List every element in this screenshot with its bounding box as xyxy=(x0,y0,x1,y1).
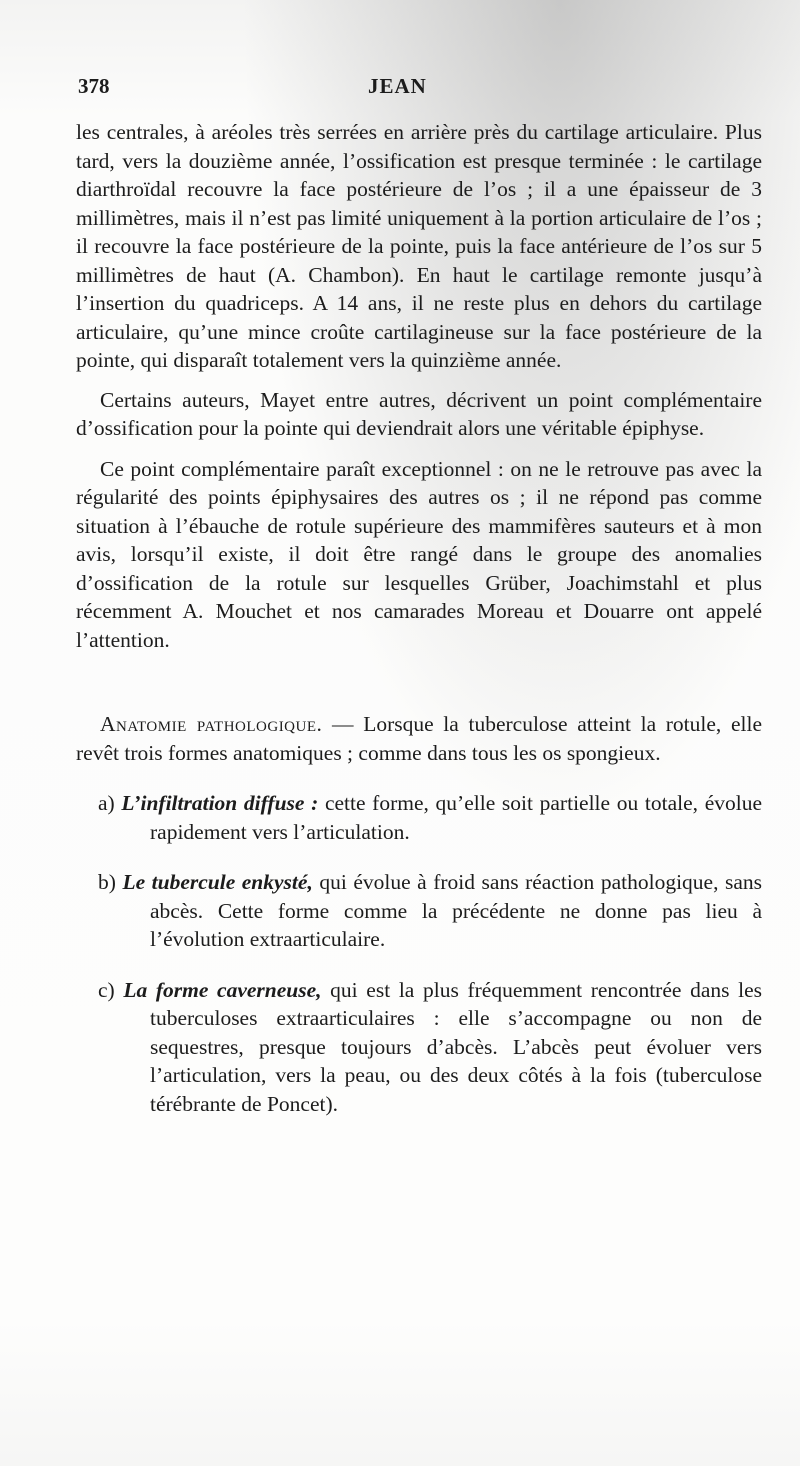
list-term: Le tubercule enkysté, xyxy=(122,870,313,894)
section-text: — Lorsque la tuberculose atteint la rotule, elle revêt trois formes anatomiques ; comme dans tous les os spongieux. xyxy=(76,712,762,765)
list-item xyxy=(76,868,762,954)
paragraph: Ce point complémentaire paraît exceptionnel : on ne le retrouve pas avec la régularité des points épiphysaires des autres os ; il ne répond pas comme situation à l’ébauche de rotule supérieure des mammifères sauteurs et à mon avis, lorsqu’il existe, il doit être rangé dans le groupe des anomalies d’ossification de la rotule sur lesquelles Grüber, Joachimstahl et plus récemment A. Mouchet et nos camarades Moreau et Douarre ont appelé l’attention. xyxy=(76,456,762,652)
list-text: cette forme, qu’elle soit partielle ou totale, évolue rapidement vers l’articulation. xyxy=(150,791,762,844)
list-marker: a) xyxy=(98,791,115,815)
section-paragraph xyxy=(76,710,762,767)
page-number: 378 xyxy=(78,74,110,98)
running-head: JEAN xyxy=(368,74,427,98)
list-marker: b) xyxy=(98,870,116,894)
list-text: qui est la plus fréquemment rencontrée dans les tuberculoses extraarticulaires : elle s’accompagne ou non de sequestres, presque toujours d’abcès. L’abcès peut évoluer vers l’articulation, vers la peau, ou des deux côtés à la fois (tuberculose térébrante de Poncet). xyxy=(150,977,762,1116)
list-item xyxy=(76,789,762,846)
list-term: La forme caverneuse, xyxy=(123,977,322,1002)
page-header xyxy=(78,74,762,106)
paragraph: les centrales, à aréoles très serrées en arrière près du cartilage articulaire. Plus tard, vers la douzième année, l’ossification est presque terminée : le cartilage diarthroïdal recouvre la face postérieure de l’os ; il a une épaisseur de 3 millimètres, mais il n’est pas limité uniquement à la portion articulaire de l’os ; il recouvre la face postérieure de la pointe, puis la face antérieure de l’os sur 5 millimètres de haut (A. Chambon). En haut le cartilage remonte jusqu’à l’insertion du quadriceps. A 14 ans, il ne reste plus en dehors du cartilage articulaire, qu’une mince croûte cartilagineuse sur la face postérieure de la pointe, qui disparaît totalement vers la quinzième année. xyxy=(76,120,762,372)
body-text xyxy=(76,118,762,1118)
list-marker: c) xyxy=(98,977,115,1002)
list-item xyxy=(76,976,762,1119)
paragraph: Certains auteurs, Mayet entre autres, décrivent un point complémentaire d’ossification pour la pointe qui deviendrait alors une véritable épiphyse. xyxy=(76,387,762,440)
section-heading: Anatomie pathologique. xyxy=(100,712,323,736)
list-text: qui évolue à froid sans réaction pathologique, sans abcès. Cette forme comme la précédente ne donne pas lieu à l’évolution extraarticulaire. xyxy=(150,870,763,951)
list-term: L’infiltration diffuse : xyxy=(121,791,319,815)
